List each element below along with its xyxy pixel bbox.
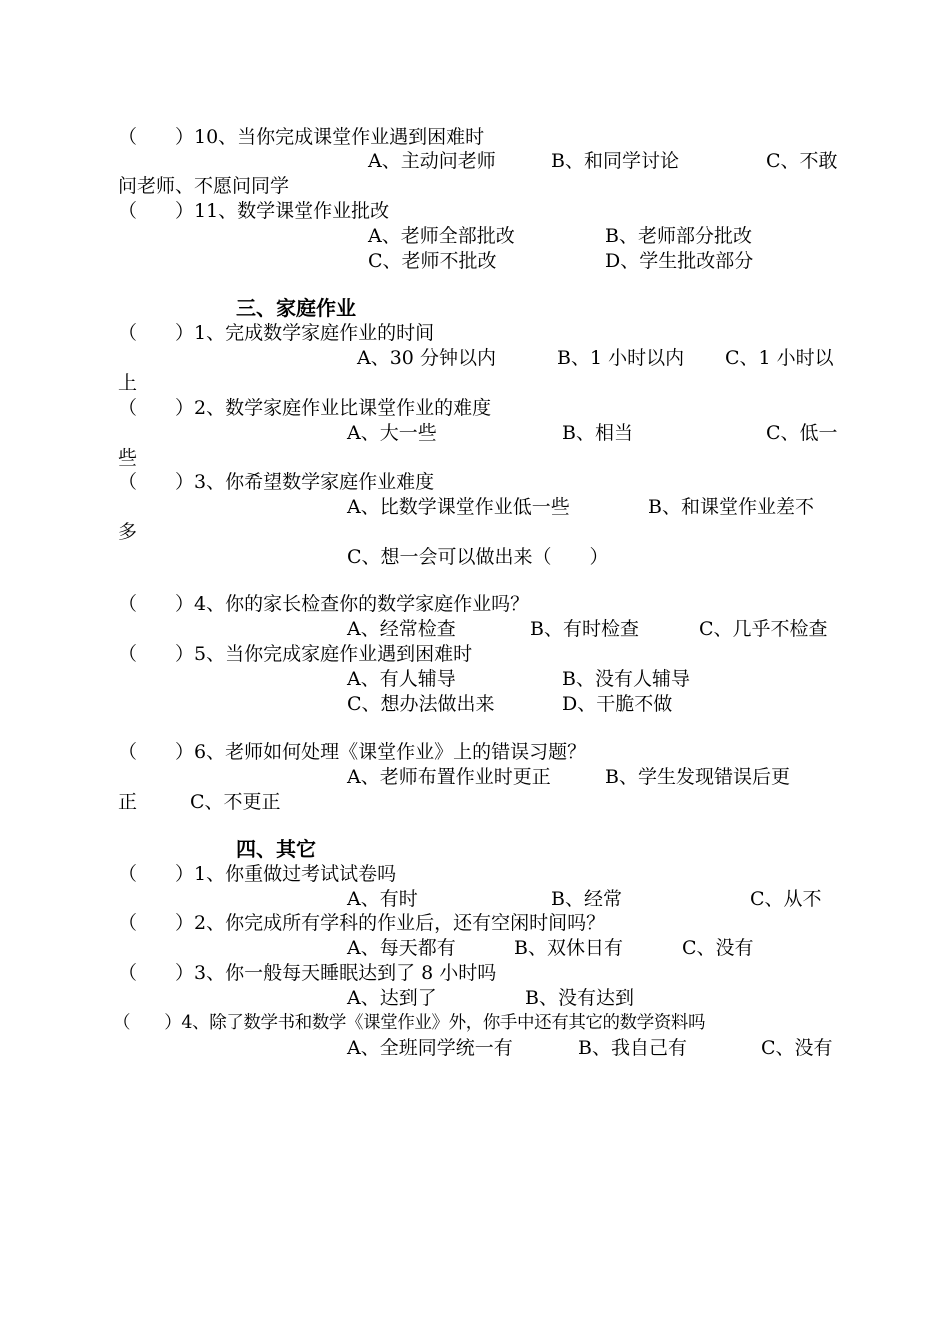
other-q2-option-c: C、没有 xyxy=(682,937,754,959)
hw-q5-option-a: A、有人辅导 xyxy=(347,668,456,690)
hw-q2-option-b: B、相当 xyxy=(562,422,633,444)
other-question-2: （ ）2、你完成所有学科的作业后，还有空闲时间吗？ xyxy=(118,912,606,934)
other-q2-option-b: B、双休日有 xyxy=(514,937,623,959)
hw-q6-option-a: A、老师布置作业时更正 xyxy=(347,766,551,788)
hw-q2-option-c: C、低一 xyxy=(766,422,838,444)
other-question-4: （ ）4、除了数学书和数学《课堂作业》外，你手中还有其它的数学资料吗 xyxy=(113,1013,706,1033)
question-10: （ ）10、当你完成课堂作业遇到困难时 xyxy=(118,126,485,148)
q10-option-b: B、和同学讨论 xyxy=(551,150,679,172)
q11-option-d: D、学生批改部分 xyxy=(605,250,754,272)
hw-question-1: （ ）1、完成数学家庭作业的时间 xyxy=(118,322,435,344)
hw-q1-option-b: B、1 小时以内 xyxy=(557,347,685,369)
hw-q6-option-b: B、学生发现错误后更 xyxy=(605,766,790,788)
other-q4-option-b: B、我自己有 xyxy=(578,1037,687,1059)
hw-question-4: （ ）4、你的家长检查你的数学家庭作业吗？ xyxy=(118,593,530,615)
other-question-3: （ ）3、你一般每天睡眠达到了 8 小时吗 xyxy=(118,962,497,984)
other-q3-option-a: A、达到了 xyxy=(347,987,437,1009)
section-heading-other: 四、其它 xyxy=(236,837,316,861)
other-q1-option-b: B、经常 xyxy=(551,888,622,910)
hw-q3-option-b-cont: 多 xyxy=(118,521,138,543)
q11-option-b: B、老师部分批改 xyxy=(605,225,752,247)
hw-q3-option-a: A、比数学课堂作业低一些 xyxy=(347,496,570,518)
q10-option-a: A、主动问老师 xyxy=(368,150,496,172)
other-q4-option-a: A、全班同学统一有 xyxy=(347,1037,513,1059)
hw-q5-option-c: C、想办法做出来 xyxy=(347,693,495,715)
hw-question-6: （ ）6、老师如何处理《课堂作业》上的错误习题？ xyxy=(118,741,587,763)
other-q1-option-a: A、有时 xyxy=(347,888,418,910)
hw-question-3: （ ）3、你希望数学家庭作业难度 xyxy=(118,471,435,493)
hw-question-2: （ ）2、数学家庭作业比课堂作业的难度 xyxy=(118,397,492,419)
hw-q2-option-c-cont: 些 xyxy=(118,447,138,469)
question-11: （ ）11、数学课堂作业批改 xyxy=(118,200,390,222)
hw-q4-option-b: B、有时检查 xyxy=(530,618,639,640)
q10-option-c-cont: 问老师、不愿问同学 xyxy=(118,175,290,197)
hw-q1-option-a: A、30 分钟以内 xyxy=(357,347,496,369)
hw-q3-option-b: B、和课堂作业差不 xyxy=(648,496,814,518)
hw-q3-option-c: C、想一会可以做出来（ ） xyxy=(347,546,609,568)
q11-option-c: C、老师不批改 xyxy=(368,250,497,272)
other-question-1: （ ）1、你重做过考试试卷吗 xyxy=(118,863,397,885)
other-q1-option-c: C、从不 xyxy=(750,888,822,910)
hw-question-5: （ ）5、当你完成家庭作业遇到困难时 xyxy=(118,643,473,665)
other-q2-option-a: A、每天都有 xyxy=(347,937,456,959)
other-q3-option-b: B、没有达到 xyxy=(525,987,634,1009)
hw-q2-option-a: A、大一些 xyxy=(347,422,437,444)
q10-option-c: C、不敢 xyxy=(766,150,838,172)
hw-q4-option-c: C、几乎不检查 xyxy=(699,618,828,640)
q11-option-a: A、老师全部批改 xyxy=(368,225,515,247)
hw-q6-option-b-cont: 正 xyxy=(118,791,138,813)
hw-q6-option-c: C、不更正 xyxy=(190,791,281,813)
section-heading-homework: 三、家庭作业 xyxy=(236,296,356,320)
hw-q5-option-b: B、没有人辅导 xyxy=(562,668,690,690)
hw-q1-option-c: C、1 小时以 xyxy=(725,347,834,369)
hw-q1-option-c-cont: 上 xyxy=(118,372,138,394)
other-q4-option-c: C、没有 xyxy=(761,1037,833,1059)
hw-q4-option-a: A、经常检查 xyxy=(347,618,456,640)
hw-q5-option-d: D、干脆不做 xyxy=(562,693,673,715)
